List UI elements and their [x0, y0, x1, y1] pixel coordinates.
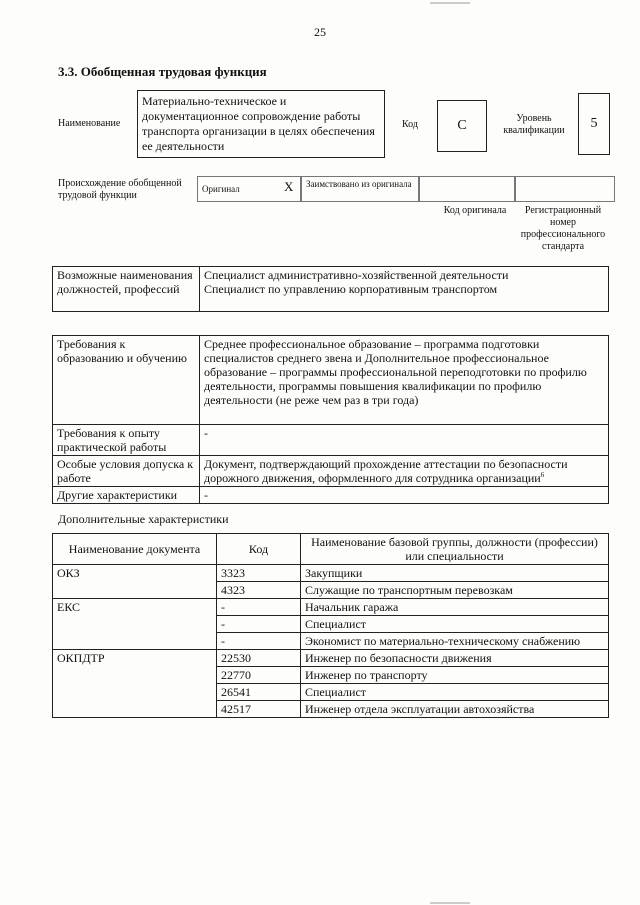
position-item: Специалист по управлению корпоративным транспортом: [204, 282, 498, 296]
doc-okz: ОКЗ: [53, 565, 217, 599]
name-cell: Начальник гаража: [301, 599, 609, 616]
table-row: [53, 599, 609, 616]
name-cell: Инженер по транспорту: [301, 667, 609, 684]
education-value: Среднее профессиональное образование – программа подготовки специалистов среднего звена и Дополнительное профессиональное образование – программы профессиональной переподготовки по профилю деятельности, программы повышения квалификации по профилю деятельности (не реже чем раз в три года): [200, 336, 609, 425]
level-label: Уровень квалификации: [503, 113, 565, 136]
doc-okpdtr: ОКПДТР: [53, 650, 217, 718]
positions-table: [52, 266, 609, 312]
other-label: Другие характеристики: [53, 487, 200, 504]
origin-label: Происхождение обобщенной трудовой функции: [58, 178, 182, 201]
table-row: [53, 565, 609, 582]
name-cell: Специалист: [301, 684, 609, 701]
code-cell: -: [217, 616, 301, 633]
level-value: 5: [578, 93, 610, 155]
additional-title: Дополнительные характеристики: [58, 512, 229, 526]
code-cell: -: [217, 633, 301, 650]
name-label: Наименование: [58, 118, 121, 129]
education-label: Требования к образованию и обучению: [53, 336, 200, 425]
borrowed-cell: Заимствовано из оригинала: [301, 176, 419, 202]
original-code-caption: Код оригинала: [443, 205, 507, 216]
original-cell: [197, 176, 301, 202]
name-cell: Экономист по материально-техническому снабжению: [301, 633, 609, 650]
original-label: Оригинал: [202, 184, 240, 194]
section-title: 3.3. Обобщенная трудовая функция: [58, 64, 267, 79]
code-cell: -: [217, 599, 301, 616]
header-name: Наименование базовой группы, должности (профессии) или специальности: [301, 534, 609, 565]
positions-values: [200, 267, 609, 312]
original-mark: X: [284, 179, 294, 194]
code-value: C: [437, 100, 487, 152]
positions-label: Возможные наименования должностей, профессий: [53, 267, 200, 312]
admission-label: Особые условия допуска к работе: [53, 456, 200, 487]
name-cell: Инженер отдела эксплуатации автохозяйства: [301, 701, 609, 718]
code-cell: 4323: [217, 582, 301, 599]
experience-value: -: [200, 425, 609, 456]
name-cell: Закупщики: [301, 565, 609, 582]
scan-artifact: [430, 902, 470, 904]
scan-artifact: [430, 2, 470, 4]
code-cell: 22770: [217, 667, 301, 684]
name-cell: Инженер по безопасности движения: [301, 650, 609, 667]
reg-number-cell: [515, 176, 615, 202]
name-cell: Специалист: [301, 616, 609, 633]
code-cell: 3323: [217, 565, 301, 582]
original-code-cell: [419, 176, 515, 202]
code-label: Код: [402, 119, 418, 130]
code-cell: 22530: [217, 650, 301, 667]
requirements-table: [52, 335, 609, 504]
footnote-marker: 6: [540, 471, 545, 479]
other-value: -: [200, 487, 609, 504]
page-number: 25: [314, 25, 326, 39]
admission-text: Документ, подтверждающий прохождение аттестации по безопасности дорожного движения, оформленного для сотрудника организации: [204, 457, 568, 485]
name-cell: Служащие по транспортным перевозкам: [301, 582, 609, 599]
experience-label: Требования к опыту практической работы: [53, 425, 200, 456]
code-cell: 42517: [217, 701, 301, 718]
function-name-box: Материально-техническое и документационное сопровождение работы транспорта организации в целях обеспечения ее деятельности: [137, 90, 385, 158]
doc-eks: ЕКС: [53, 599, 217, 650]
reg-number-caption: Регистрационный номер профессионального стандарта: [520, 205, 606, 252]
header-document: Наименование документа: [53, 534, 217, 565]
additional-header-row: [53, 534, 609, 565]
admission-value: [200, 456, 609, 487]
table-row: [53, 650, 609, 667]
position-item: Специалист административно-хозяйственной деятельности: [204, 268, 509, 282]
additional-table: [52, 533, 609, 718]
header-code: Код: [217, 534, 301, 565]
code-cell: 26541: [217, 684, 301, 701]
origin-row: [197, 176, 615, 202]
